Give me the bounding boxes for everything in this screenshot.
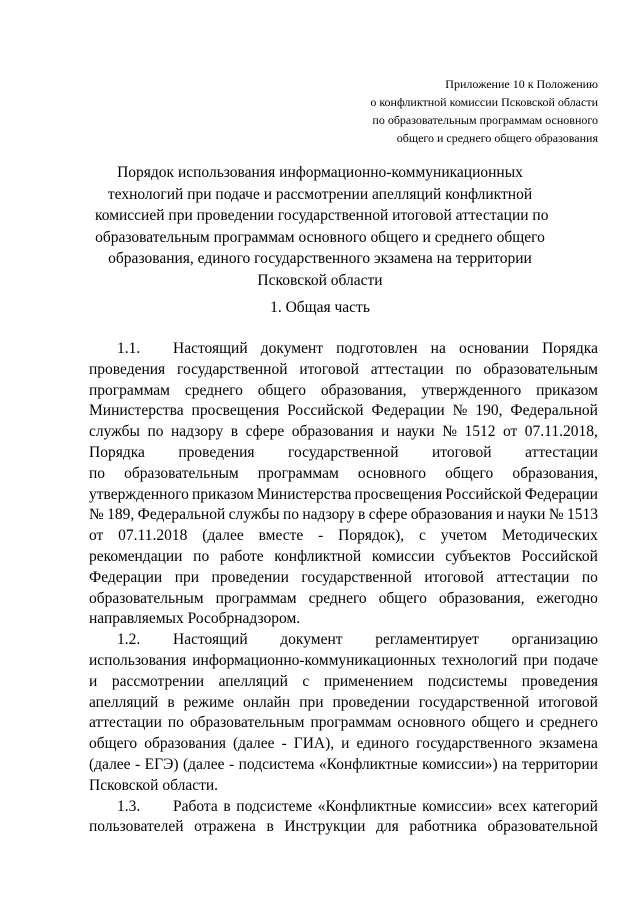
header-line: Приложение 10 к Положению [445, 77, 598, 91]
title-line: Порядок использования информационно-коммуникационных [117, 164, 523, 181]
title-line: технологий при подаче и рассмотрении апелляций конфликтной [107, 185, 533, 203]
paragraph-line: утвержденного приказом Министерства просвещения Российской Федерации [89, 485, 598, 503]
paragraph-line: использования информационно-коммуникационных технологий при подаче [89, 651, 598, 669]
section-heading: 1. Общая часть [270, 299, 370, 316]
paragraph-first-line: 1.3. Работа в подсистеме «Конфликтные комиссии» всех категорий [89, 797, 598, 818]
paragraph [89, 630, 598, 796]
paragraph-number: 1.1. [117, 340, 141, 357]
paragraph-line: службы по надзору в сфере образования и науки № 1512 от 07.11.2018, [89, 423, 598, 441]
document-title [95, 162, 549, 291]
paragraph-line: общего образования (далее - ГИА), и единого государственного экзамена [89, 735, 598, 753]
title-line: комиссией при проведении государственной итоговой аттестации по [95, 207, 549, 224]
document-body [89, 339, 598, 838]
paragraph-line: пользователей отражена в Инструкции для работника образовательной [89, 818, 598, 836]
header-line: о конфликтной комиссии Псковской области [370, 95, 598, 109]
paragraph-line: Порядка проведения государственной итоговой аттестации [89, 443, 598, 461]
header-line: по образовательным программам основного [372, 113, 598, 127]
header-line: общего и среднего общего образования [396, 131, 598, 145]
title-line: Псковской области [257, 271, 383, 289]
paragraph-line: и рассмотрении апелляций с применением подсистемы проведения [89, 672, 598, 690]
paragraph-line: по образовательным программам основного общего образования, [89, 464, 598, 482]
paragraph-line: Федерации при проведении государственной итоговой аттестации по [89, 568, 598, 586]
paragraph-line: аттестации по образовательным программам основного общего и среднего [89, 714, 598, 732]
paragraph-line: программам среднего общего образования, утвержденного приказом [89, 381, 598, 399]
paragraph-line: (далее - ЕГЭ) (далее - подсистема «Конфликтные комиссии») на территории [89, 755, 598, 773]
paragraph-first-line: 1.1. Настоящий документ подготовлен на основании Порядка [89, 339, 598, 360]
title-line: образовательным программам основного общего и среднего общего [95, 228, 545, 246]
paragraph-line: Министерства просвещения Российской Федерации № 190, Федеральной [89, 402, 598, 420]
paragraph-last-line: направляемых Рособрнадзором. [89, 610, 301, 628]
paragraph [89, 797, 598, 839]
paragraph-first-line: 1.2. Настоящий документ регламентирует организацию [89, 630, 598, 651]
paragraph-last-line: Псковской области. [89, 776, 219, 794]
paragraph-number: 1.2. [117, 631, 141, 649]
paragraph-line: от 07.11.2018 (далее вместе - Порядок), с учетом Методических [89, 527, 598, 545]
paragraph-line: № 189, Федеральной службы по надзору в сфере образования и науки № 1513 [89, 506, 598, 524]
paragraph-number: 1.3. [117, 797, 141, 815]
appendix-header [278, 75, 598, 147]
paragraph-line: образовательным программам среднего общего образования, ежегодно [89, 589, 598, 607]
title-line: образования, единого государственного экзамена на территории [108, 250, 532, 267]
paragraph-line: рекомендации по работе конфликтной комиссии субъектов Российской [89, 547, 598, 565]
paragraph [89, 339, 598, 630]
paragraph-line: апелляций в режиме онлайн при проведении государственной итоговой [89, 693, 598, 711]
paragraph-line: проведения государственной итоговой аттестации по образовательным [89, 360, 598, 378]
